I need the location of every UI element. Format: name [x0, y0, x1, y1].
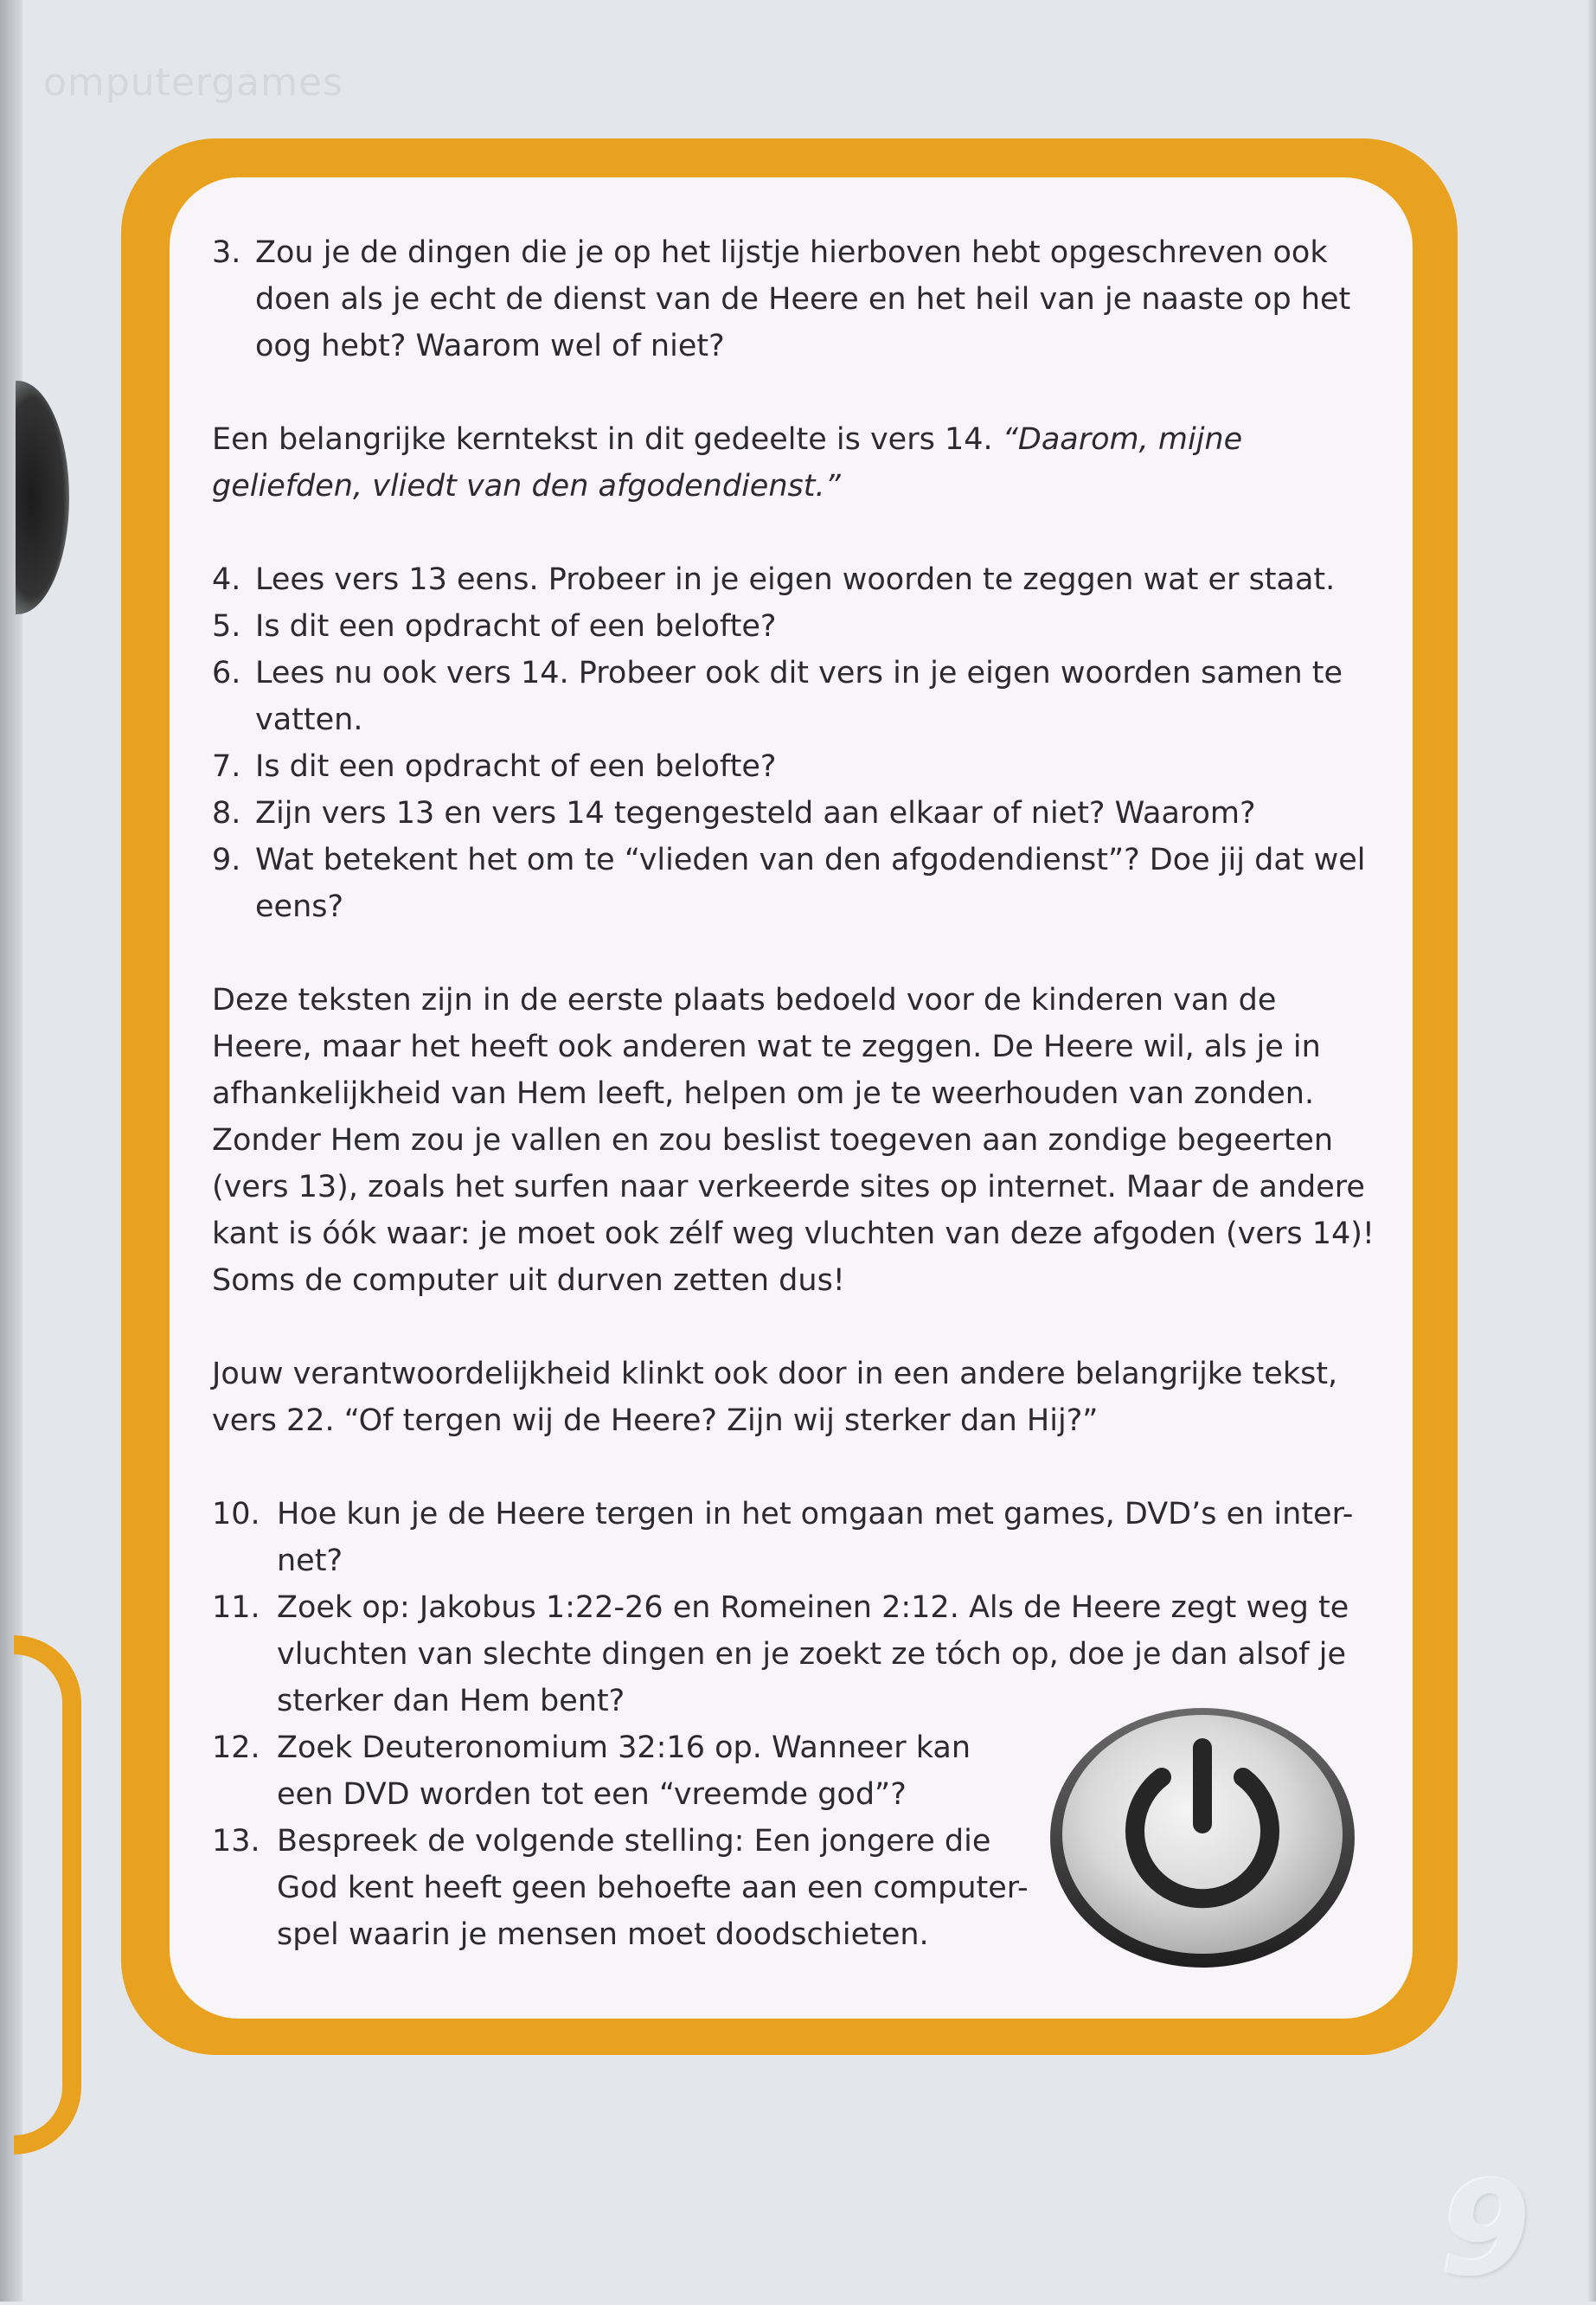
- question-item: [212, 1818, 1034, 1958]
- question-text: Is dit een opdracht of een belofte?: [255, 609, 777, 644]
- page-number: 9: [1440, 2154, 1531, 2305]
- kerntekst-paragraph: [212, 416, 1375, 510]
- question-number: 3.: [212, 235, 241, 270]
- question-number: 8.: [212, 796, 241, 831]
- question-item: [212, 743, 1375, 790]
- question-list-1: [212, 229, 1375, 369]
- question-item: [212, 229, 1375, 369]
- kerntekst-quote: “Daarom, mijne geliefden, vliedt van den afgodendienst.”: [212, 422, 1243, 504]
- adjacent-page-graphic: [16, 381, 69, 614]
- question-number: 5.: [212, 609, 241, 644]
- question-number: 4.: [212, 562, 241, 597]
- question-number: 10.: [212, 1497, 260, 1531]
- question-item: [212, 650, 1375, 743]
- faint-header: omputergames: [43, 61, 343, 105]
- body-paragraph-2: Jouw verantwoordelijkheid klinkt ook door in een andere belangrijke tekst, vers 22. “Of tergen wij de Heere? Zijn wij sterker dan Hij?”: [212, 1357, 1338, 1438]
- question-list-2: [212, 556, 1375, 930]
- question-text: Zou je de dingen die je op het lijstje hierboven hebt opgeschreven ook doen als je echt de dienst van de Heere en het heil van je naaste op het oog hebt? Waarom wel of niet?: [255, 235, 1351, 363]
- question-item: [212, 556, 1375, 603]
- question-text: Hoe kun je de Heere tergen in het omgaan met games, DVD’s en inter-net?: [277, 1497, 1354, 1578]
- question-text: Is dit een opdracht of een belofte?: [255, 749, 777, 784]
- question-text: Zijn vers 13 en vers 14 tegengesteld aan elkaar of niet? Waarom?: [255, 796, 1256, 831]
- body-paragraph-1: Deze teksten zijn in de eerste plaats bedoeld voor de kinderen van de Heere, maar het heeft ook anderen wat te zeggen. De Heere wil, als je in afhankelijkheid van Hem leeft, helpen om je te weerhouden van zonden. Zonder Hem zou je vallen en zou beslist toegeven aan zondige begeerten (vers 13), zoals het surfen naar verkeerde sites op internet. Maar de andere kant is óók waar: je moet ook zélf weg vluchten van deze afgoden (vers 14)! Soms de computer uit durven zetten dus!: [212, 983, 1375, 1298]
- question-number: 7.: [212, 749, 241, 784]
- power-icon: [1049, 1703, 1356, 1969]
- question-number: 9.: [212, 843, 241, 877]
- question-text: Bespreek de volgende stelling: Een jongere die God kent heeft geen behoefte aan een computer-spel waarin je mensen moet doodschieten.: [277, 1824, 1029, 1952]
- question-text: Lees vers 13 eens. Probeer in je eigen woorden te zeggen wat er staat.: [255, 562, 1336, 597]
- question-number: 13.: [212, 1824, 260, 1859]
- question-number: 6.: [212, 656, 241, 690]
- question-item: [212, 1491, 1375, 1584]
- question-item: [212, 1724, 1034, 1818]
- question-number: 11.: [212, 1590, 260, 1625]
- question-text: Zoek Deuteronomium 32:16 op. Wanneer kan een DVD worden tot een “vreemde god”?: [277, 1730, 971, 1812]
- content: [212, 229, 1375, 1958]
- question-number: 12.: [212, 1730, 260, 1765]
- kerntekst-intro: Een belangrijke kerntekst in dit gedeelte is vers 14.: [212, 422, 993, 457]
- question-item: [212, 603, 1375, 650]
- question-item: [212, 790, 1375, 837]
- question-text: Wat betekent het om te “vlieden van den afgodendienst”? Doe jij dat wel eens?: [255, 843, 1366, 924]
- question-text: Zoek op: Jakobus 1:22-26 en Romeinen 2:12. Als de Heere zegt weg te vluchten van slechte dingen en je zoekt ze tóch op, doe je dan alsof je sterker dan Hem bent?: [277, 1590, 1349, 1718]
- adjacent-page-frame: [14, 1635, 81, 2154]
- question-text: Lees nu ook vers 14. Probeer ook dit vers in je eigen woorden samen te vatten.: [255, 656, 1343, 737]
- page-edge-right: [1587, 0, 1596, 2302]
- question-item: [212, 837, 1375, 930]
